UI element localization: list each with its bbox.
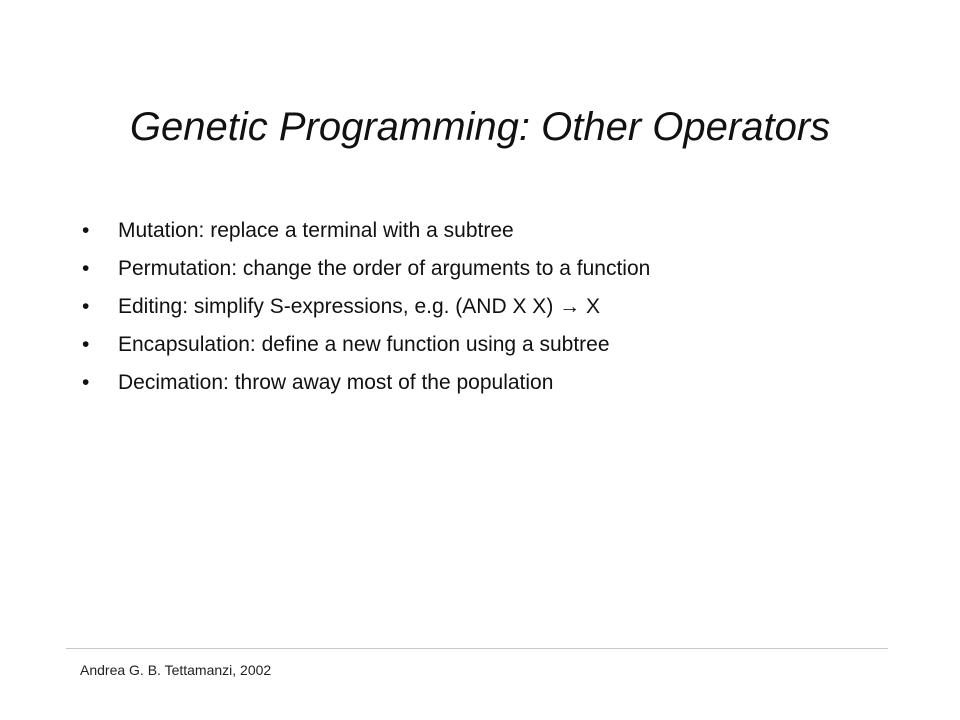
bullet-item-editing [82, 288, 902, 326]
bullet-icon: • [82, 371, 90, 394]
footer-divider [66, 648, 888, 649]
bullet-icon: • [82, 295, 90, 318]
slide-title: Genetic Programming: Other Operators [129, 105, 831, 149]
bullet-icon: • [82, 257, 90, 280]
bullet-text: Mutation: replace a terminal with a subtree [118, 219, 514, 242]
bullet-item-decimation [82, 364, 902, 402]
bullet-text: Editing: simplify S-expressions, e.g. (AND X X) → X [118, 295, 600, 318]
bullet-text: Decimation: throw away most of the population [118, 371, 554, 394]
bullet-text: Encapsulation: define a new function using a subtree [118, 333, 610, 356]
bullet-item-mutation [82, 212, 902, 250]
bullet-list [82, 212, 902, 402]
bullet-icon: • [82, 219, 90, 242]
bullet-icon: • [82, 333, 90, 356]
footer-author: Andrea G. B. Tettamanzi, 2002 [80, 662, 272, 678]
bullet-item-permutation [82, 250, 902, 288]
bullet-text: Permutation: change the order of arguments to a function [118, 257, 651, 280]
bullet-item-encapsulation [82, 326, 902, 364]
